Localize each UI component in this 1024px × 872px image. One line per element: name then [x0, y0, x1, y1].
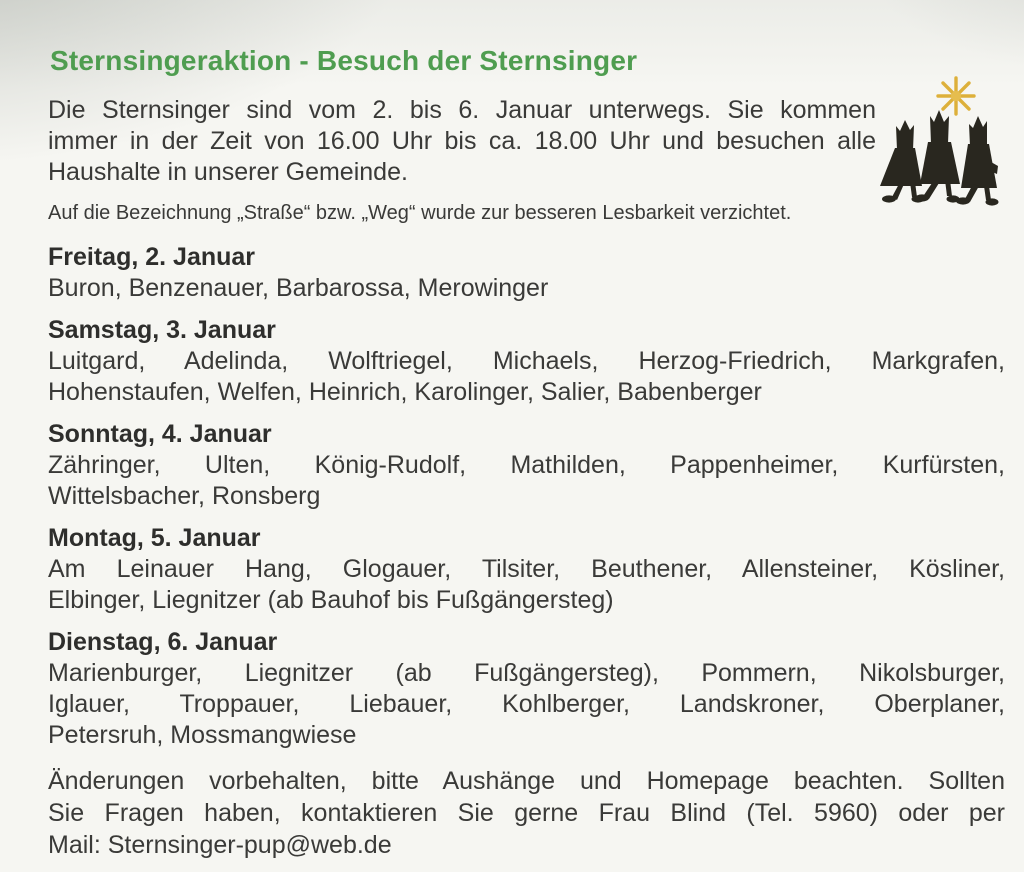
schedule-day-samstag	[48, 315, 1005, 408]
page-title: Sternsingeraktion - Besuch der Sternsinger	[50, 45, 638, 76]
star-center	[951, 91, 961, 101]
street-list-line: Hohenstaufen, Welfen, Heinrich, Karolinger, Salier, Babenberger	[48, 378, 762, 406]
street-list-line: Buron, Benzenauer, Barbarossa, Merowinger	[48, 274, 549, 302]
street-list-line: Petersruh, Mossmangwiese	[48, 721, 357, 749]
street-list-line: Elbinger, Liegnitzer (ab Bauhof bis Fußgängersteg)	[48, 586, 614, 614]
footer-line: Mail: Sternsinger-pup@web.de	[48, 831, 392, 859]
king-silhouette-right	[956, 116, 999, 206]
intro-line: immer in der Zeit von 16.00 Uhr bis ca. 18.00 Uhr und besuchen alle	[48, 127, 876, 155]
schedule-day-freitag	[48, 242, 1005, 304]
intro-paragraph	[48, 95, 876, 188]
footer-line: Sie Fragen haben, kontaktieren Sie gerne Frau Blind (Tel. 5960) oder per	[48, 799, 1005, 827]
street-list-line: Wittelsbacher, Ronsberg	[48, 482, 321, 510]
schedule-day-montag	[48, 523, 1005, 616]
schedule-day-dienstag	[48, 627, 1005, 751]
intro-line: Die Sternsinger sind vom 2. bis 6. Januar unterwegs. Sie kommen	[48, 96, 876, 124]
intro-line: Haushalte in unserer Gemeinde.	[48, 158, 408, 186]
three-kings-svg	[876, 70, 1018, 207]
street-list-line: Luitgard, Adelinda, Wolftriegel, Michaels, Herzog-Friedrich, Markgrafen,	[48, 347, 1005, 375]
street-list-line: Marienburger, Liegnitzer (ab Fußgängersteg), Pommern, Nikolsburger,	[48, 659, 1005, 687]
day-heading: Freitag, 2. Januar	[48, 243, 256, 271]
king-silhouette-left	[880, 120, 925, 203]
schedule-day-sonntag	[48, 419, 1005, 512]
street-list-line: Am Leinauer Hang, Glogauer, Tilsiter, Beuthener, Allensteiner, Kösliner,	[48, 555, 1005, 583]
three-kings-illustration	[876, 70, 1018, 207]
footer-paragraph	[48, 765, 1005, 861]
day-heading: Samstag, 3. Januar	[48, 316, 276, 344]
day-heading: Sonntag, 4. Januar	[48, 420, 272, 448]
street-list-line: Zähringer, Ulten, König-Rudolf, Mathilden, Pappenheimer, Kurfürsten,	[48, 451, 1005, 479]
readability-note: Auf die Bezeichnung „Straße“ bzw. „Weg“ wurde zur besseren Lesbarkeit verzichtet.	[48, 202, 792, 224]
king-silhouette-middle	[915, 110, 960, 203]
day-heading: Montag, 5. Januar	[48, 524, 261, 552]
day-heading: Dienstag, 6. Januar	[48, 628, 278, 656]
footer-line: Änderungen vorbehalten, bitte Aushänge und Homepage beachten. Sollten	[48, 767, 1005, 795]
street-list-line: Iglauer, Troppauer, Liebauer, Kohlberger, Landskroner, Oberplaner,	[48, 690, 1005, 718]
